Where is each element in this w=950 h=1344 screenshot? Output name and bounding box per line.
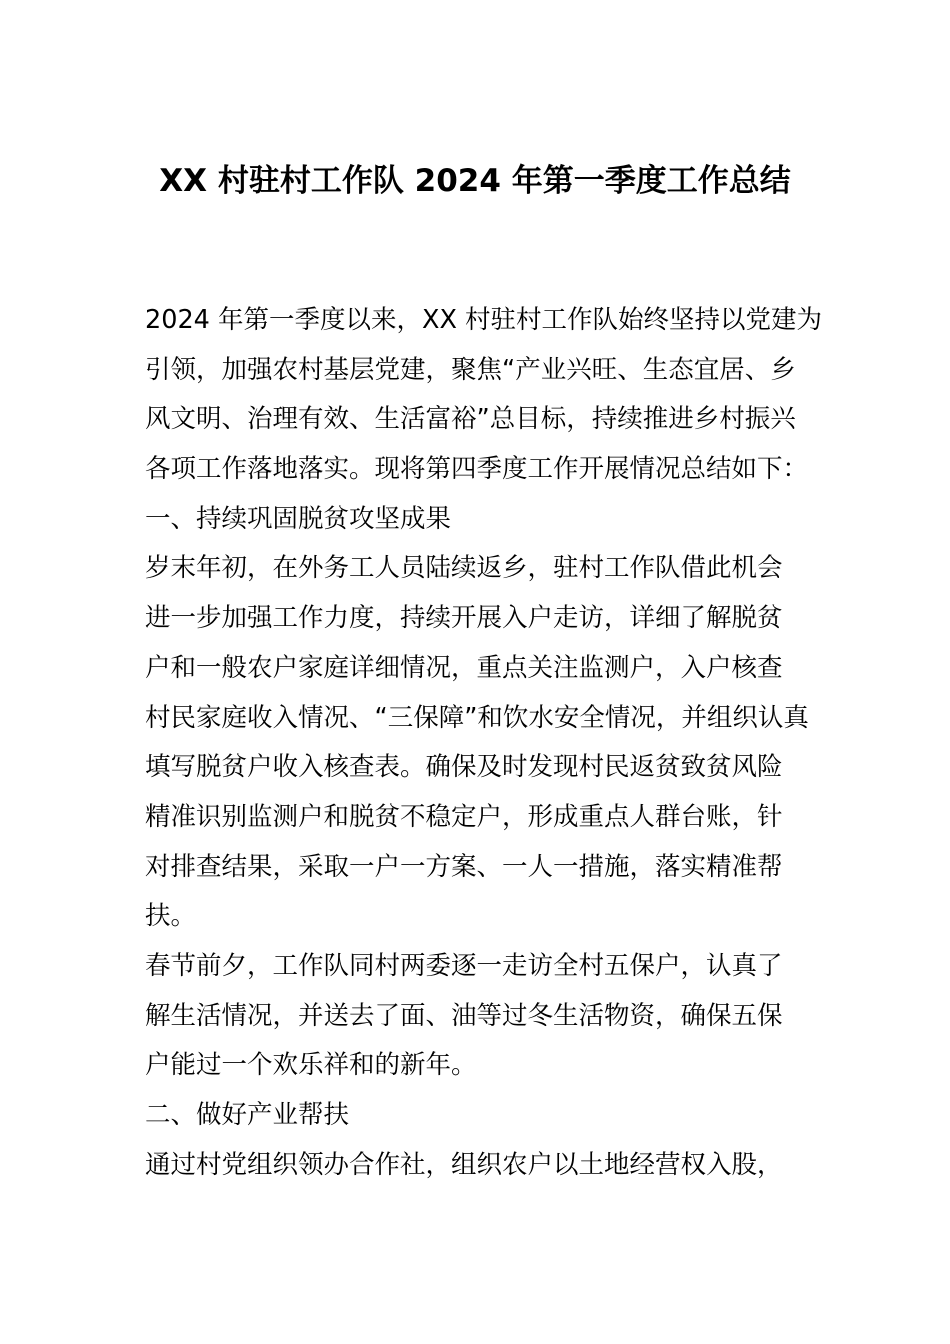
paragraph-line: 风文明、治理有效、生活富裕”总目标，持续推进乡村振兴 — [145, 404, 796, 435]
paragraph-line: 扶。 — [145, 901, 197, 932]
paragraph-line: 户和一般农户家庭详细情况，重点关注监测户，入户核查 — [145, 652, 783, 683]
paragraph-line: 进一步加强工作力度，持续开展入户走访，详细了解脱贫 — [145, 603, 783, 634]
document-body — [145, 296, 823, 1190]
paragraph-line: 对排查结果，采取一户一方案、一人一措施，落实精准帮 — [145, 851, 783, 882]
section-heading: 二、做好产业帮扶 — [145, 1100, 350, 1130]
paragraph-line: 村民家庭收入情况、“三保障”和饮水安全情况，并组织认真 — [145, 702, 809, 733]
paragraph-line: 填写脱贫户收入核查表。确保及时发现村民返贫致贫风险 — [145, 752, 783, 783]
paragraph-line: 春节前夕，工作队同村两委逐一走访全村五保户，认真了 — [145, 950, 783, 981]
paragraph-line: 通过村党组织领办合作社，组织农户以土地经营权入股， — [145, 1149, 783, 1180]
paragraph-line: 2024 年第一季度以来，XX 村驻村工作队始终坚持以党建为 — [145, 305, 823, 335]
paragraph-line: 岁末年初，在外务工人员陆续返乡，驻村工作队借此机会 — [145, 553, 783, 584]
section-heading: 一、持续巩固脱贫攻坚成果 — [145, 503, 452, 534]
paragraph-line: 解生活情况，并送去了面、油等过冬生活物资，确保五保 — [145, 1000, 783, 1031]
document-title: XX 村驻村工作队 2024 年第一季度工作总结 — [159, 163, 791, 199]
paragraph-line: 户能过一个欢乐祥和的新年。 — [145, 1050, 477, 1081]
paragraph-line: 精准识别监测户和脱贫不稳定户，形成重点人群台账，针 — [145, 801, 783, 832]
paragraph-line: 引领，加强农村基层党建，聚焦“产业兴旺、生态宜居、乡 — [145, 354, 796, 385]
paragraph-line: 各项工作落地落实。现将第四季度工作开展情况总结如下： — [145, 454, 809, 485]
